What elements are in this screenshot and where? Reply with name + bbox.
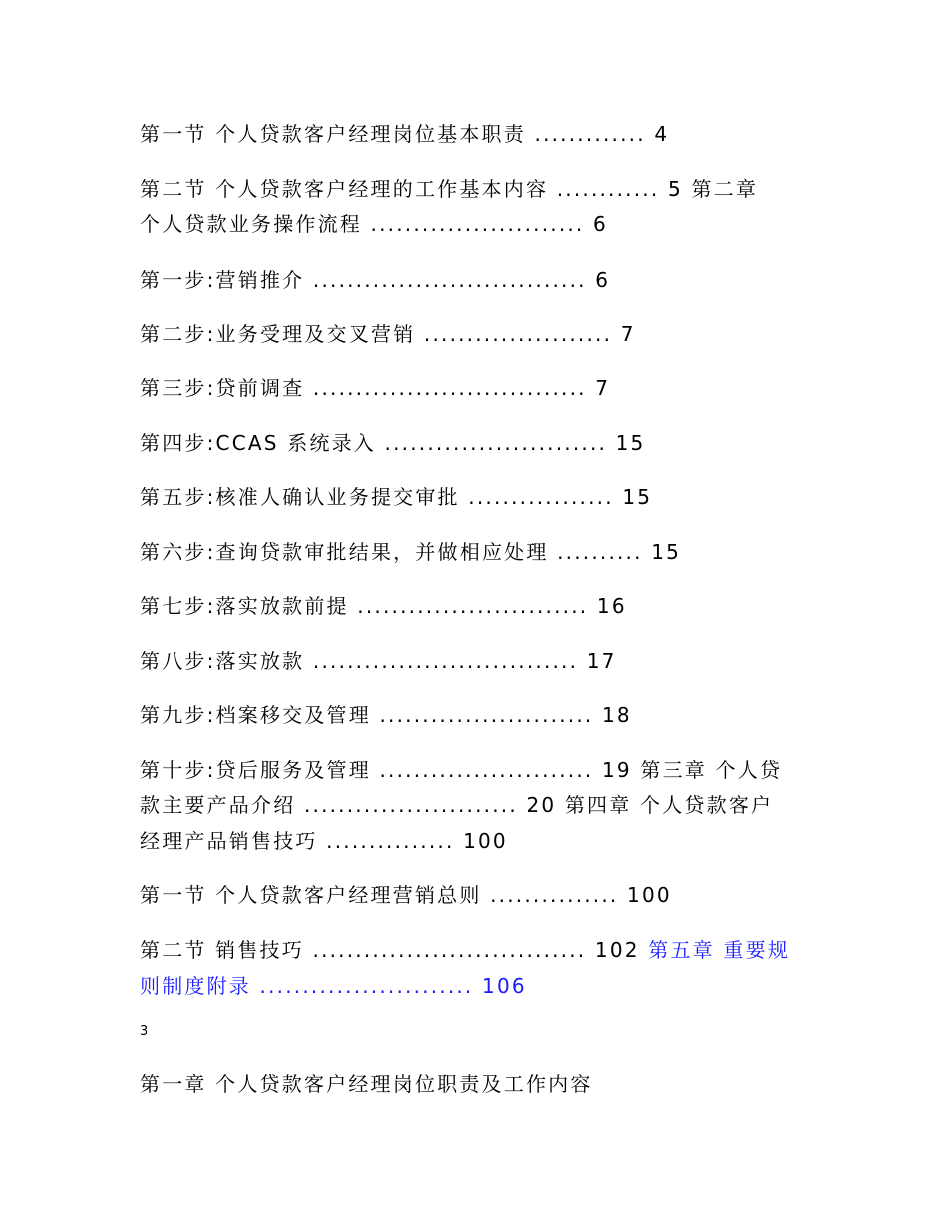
- toc-link-chapter-5-text[interactable]: 则制度附录 ......................... 106: [140, 974, 527, 998]
- toc-entry-step-7[interactable]: 第七步:落实放款前提 ........................... 16: [140, 594, 627, 618]
- toc-entry-section-1-1[interactable]: 第一节 个人贷款客户经理岗位基本职责 ............. 4: [140, 122, 670, 146]
- toc-entry-chapter-4[interactable]: 经理产品销售技巧 ............... 100: [140, 829, 508, 853]
- toc-entry-chapter-3[interactable]: 款主要产品介绍 ......................... 20 第四章 个人贷款客户: [140, 793, 774, 817]
- toc-entry-step-3[interactable]: 第三步:贷前调查 ................................ 7: [140, 376, 611, 400]
- toc-link-chapter-5[interactable]: 第五章 重要规: [648, 938, 791, 962]
- toc-entry-step-9[interactable]: 第九步:档案移交及管理 ......................... 18: [140, 703, 632, 727]
- toc-entry-chapter-2[interactable]: 个人贷款业务操作流程 ......................... 6: [140, 212, 608, 236]
- toc-entry-step-2[interactable]: 第二步:业务受理及交叉营销 ...................... 7: [140, 322, 636, 346]
- toc-entry-section-4-1[interactable]: 第一节 个人贷款客户经理营销总则 ............... 100: [140, 883, 672, 907]
- page-number: 3: [140, 1024, 149, 1039]
- toc-entry-section-1-2[interactable]: 第二节 个人贷款客户经理的工作基本内容 ............ 5 第二章: [140, 177, 759, 201]
- toc-entry-section-4-2[interactable]: [140, 932, 820, 968]
- toc-entry-step-6[interactable]: 第六步:查询贷款审批结果，并做相应处理 .......... 15: [140, 540, 682, 564]
- chapter-heading: 第一章 个人贷款客户经理岗位职责及工作内容: [140, 1072, 593, 1096]
- toc-entry-step-10[interactable]: 第十步:贷后服务及管理 ......................... 19 第三章 个人贷: [140, 758, 783, 782]
- toc-entry-step-5[interactable]: 第五步:核准人确认业务提交审批 ................. 15: [140, 485, 653, 509]
- toc-entry-step-4[interactable]: 第四步:CCAS 系统录入 .......................... 15: [140, 431, 646, 455]
- toc-entry-step-8[interactable]: 第八步:落实放款 ............................... 17: [140, 649, 617, 673]
- toc-entry-step-1[interactable]: 第一步:营销推介 ................................ 6: [140, 268, 611, 292]
- toc-link-chapter-5-continued[interactable]: [140, 968, 820, 1004]
- toc-entry-section-4-2-text: 第二节 销售技巧 ................................ 102: [140, 938, 649, 962]
